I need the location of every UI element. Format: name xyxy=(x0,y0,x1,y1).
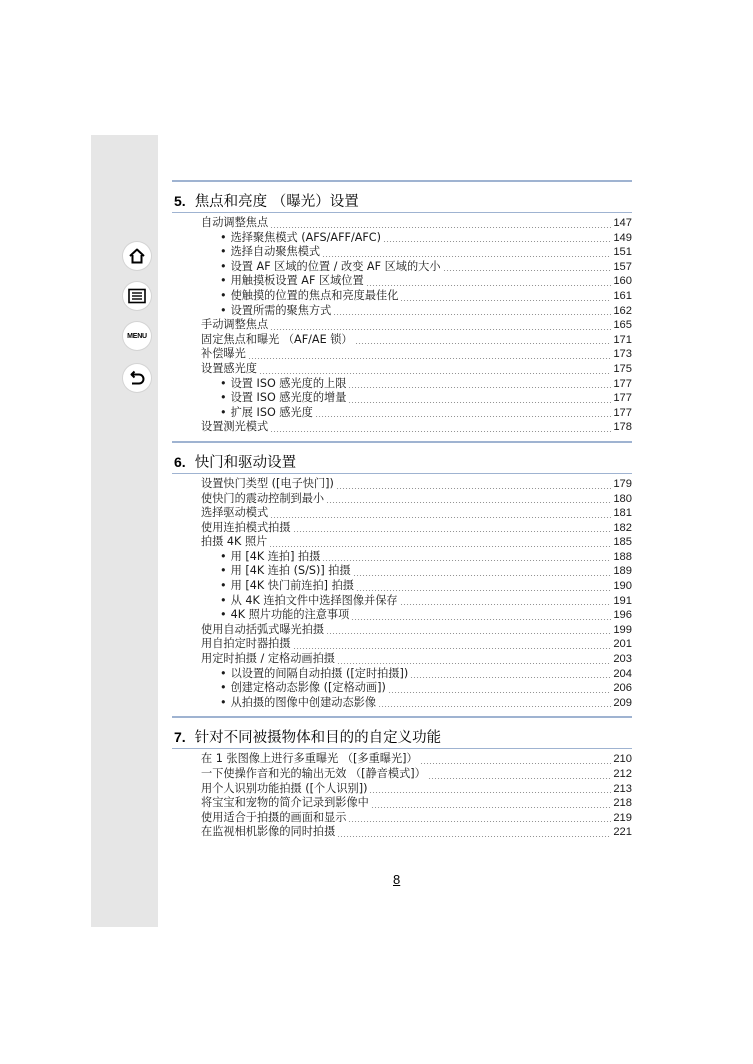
toc-entry-title: 使用适合于拍摄的画面和显示 xyxy=(201,810,347,824)
toc-entry-title: 从 4K 连拍文件中选择图像并保存 xyxy=(230,593,398,607)
section-underline xyxy=(172,212,632,213)
toc-subentry[interactable] xyxy=(201,274,632,289)
dot-leader xyxy=(336,488,611,489)
dot-leader xyxy=(428,778,611,779)
toc-entry-page: 191 xyxy=(613,594,632,607)
toc-subentry[interactable] xyxy=(201,608,632,623)
menu-button[interactable] xyxy=(123,322,151,350)
toc-entry-title: 使用自动括弧式曝光拍摄 xyxy=(201,622,325,636)
toc-entry[interactable] xyxy=(201,811,632,826)
toc-entry-title: 使用连拍模式拍摄 xyxy=(201,520,291,534)
toc-entry-title: 设置感光度 xyxy=(201,361,257,375)
toc-entry-page: 189 xyxy=(613,565,632,578)
toc-subentry[interactable] xyxy=(201,245,632,260)
toc-entry-title: 设置所需的聚焦方式 xyxy=(230,303,332,317)
toc-entry-page: 178 xyxy=(613,421,632,434)
toc-entry-title: 自动调整焦点 xyxy=(201,216,269,229)
toc-subentry[interactable] xyxy=(201,579,632,594)
toc-entry-title: 固定焦点和曝光 （AF/AE 锁） xyxy=(201,332,353,346)
toc-entry-title: 补偿曝光 xyxy=(201,347,246,361)
toc-entry-title: 用触摸板设置 AF 区域位置 xyxy=(230,274,364,288)
dot-leader xyxy=(333,314,611,315)
bullet-icon: • xyxy=(220,303,227,317)
bullet-icon: • xyxy=(220,608,227,622)
toc-entry-page: 179 xyxy=(613,477,632,490)
bullet-icon: • xyxy=(220,376,227,390)
dot-leader xyxy=(410,677,611,678)
dot-leader xyxy=(259,373,611,374)
toc-subentry[interactable] xyxy=(201,289,632,304)
toc-entry-title: 设置测光模式 xyxy=(201,420,269,434)
toc-entry[interactable] xyxy=(201,521,632,536)
toc-entry-title: 手动调整焦点 xyxy=(201,318,269,332)
dot-leader xyxy=(351,619,611,620)
toc-entry-page: 196 xyxy=(613,609,632,622)
dot-leader xyxy=(293,531,612,532)
bullet-icon: • xyxy=(220,564,227,578)
toc-subentry[interactable] xyxy=(201,406,632,421)
toc-entry-title: 选择驱动模式 xyxy=(201,506,269,520)
section-title-text: 快门和驱动设置 xyxy=(194,454,297,471)
bullet-icon: • xyxy=(220,288,227,302)
toc-entry[interactable] xyxy=(201,767,632,782)
bullet-icon: • xyxy=(220,259,227,273)
toc-entry-page: 221 xyxy=(613,826,632,839)
bullet-icon: • xyxy=(220,666,227,680)
dot-leader xyxy=(355,343,612,344)
toc-entry-page: 204 xyxy=(613,667,632,680)
dot-leader xyxy=(315,416,611,417)
dot-leader xyxy=(420,763,612,764)
toc-entry[interactable] xyxy=(201,796,632,811)
bullet-icon: • xyxy=(220,579,227,593)
dot-leader xyxy=(293,648,612,649)
dot-leader xyxy=(326,502,611,503)
toc-entry-title: 在监视相机影像的同时拍摄 xyxy=(201,825,336,839)
toc-entry[interactable] xyxy=(201,347,632,362)
toc-entry[interactable] xyxy=(201,752,632,767)
section-header xyxy=(172,180,632,216)
bullet-icon: • xyxy=(220,274,227,288)
toc-entry-title: 使快门的震动控制到最小 xyxy=(201,491,325,505)
section-underline xyxy=(172,473,632,474)
dot-leader xyxy=(322,256,611,257)
contents-list-button[interactable] xyxy=(123,282,151,310)
bullet-icon: • xyxy=(220,391,227,405)
toc-entry-title: 用 [4K 连拍 (S/S)] 拍摄 xyxy=(230,564,351,578)
back-button[interactable] xyxy=(123,364,151,392)
menu-icon: MENU xyxy=(127,332,147,340)
toc-entry-title: 以设置的间隔自动拍摄 ([定时拍摄]) xyxy=(230,666,409,680)
dot-leader xyxy=(270,227,611,228)
section-divider xyxy=(172,180,632,182)
dot-leader xyxy=(270,431,611,432)
section-number: 6. xyxy=(174,453,186,470)
home-button[interactable] xyxy=(123,242,151,270)
toc-entry-page: 177 xyxy=(613,392,632,405)
dot-leader xyxy=(353,575,612,576)
toc-subentry[interactable] xyxy=(201,564,632,579)
toc-entry[interactable] xyxy=(201,333,632,348)
toc-entry-page: 147 xyxy=(613,217,632,229)
toc-entry-title: 选择自动聚焦模式 xyxy=(230,245,321,259)
toc-entry-page: 171 xyxy=(613,333,632,346)
toc-entry-page: 213 xyxy=(613,782,632,795)
section-title xyxy=(174,190,359,211)
toc-entry-title: 将宝宝和宠物的简介记录到影像中 xyxy=(201,796,369,810)
dot-leader xyxy=(378,706,611,707)
toc-entry-page: 188 xyxy=(613,550,632,563)
toc-entry-page: 182 xyxy=(613,521,632,534)
toc-entry-page: 206 xyxy=(613,682,632,695)
toc-entry-title: 一下使操作音和光的输出无效 （[静音模式]） xyxy=(201,767,426,780)
section-underline xyxy=(172,748,632,749)
section-title xyxy=(174,726,441,747)
toc-entry[interactable] xyxy=(201,318,632,333)
toc-entry-page: 173 xyxy=(613,348,632,361)
toc-entry[interactable] xyxy=(201,506,632,521)
toc-entry-page: 151 xyxy=(613,246,632,259)
dot-leader xyxy=(348,402,611,403)
toc-entry-page: 180 xyxy=(613,492,632,505)
toc-subentry[interactable] xyxy=(201,231,632,246)
toc-subentry[interactable] xyxy=(201,260,632,275)
toc-entry-page: 219 xyxy=(613,811,632,824)
section-title-text: 焦点和亮度 （曝光）设置 xyxy=(194,194,359,210)
toc-entry-page: 162 xyxy=(613,304,632,317)
toc-subentry[interactable] xyxy=(201,594,632,609)
toc-entry-title: 设置 ISO 感光度的增量 xyxy=(230,391,347,405)
toc-entry-page: 218 xyxy=(613,797,632,810)
toc-entries xyxy=(172,752,632,840)
toc-entry-page: 175 xyxy=(613,362,632,375)
toc-subentry[interactable] xyxy=(201,667,632,682)
toc-entry-page: 157 xyxy=(613,260,632,273)
list-icon xyxy=(128,288,146,304)
toc-subentry[interactable] xyxy=(201,696,632,711)
dot-leader xyxy=(322,560,611,561)
dot-leader xyxy=(270,329,611,330)
toc-entry-title: 设置快门类型 ([电子快门]) xyxy=(201,476,334,490)
toc-entry-page: 160 xyxy=(613,275,632,288)
dot-leader xyxy=(248,358,612,359)
toc-entry-page: 209 xyxy=(613,696,632,709)
back-icon xyxy=(128,369,146,387)
toc-entry-page: 190 xyxy=(613,580,632,593)
toc-entry-title: 设置 ISO 感光度的上限 xyxy=(230,376,347,390)
table-of-contents xyxy=(172,180,632,840)
toc-entry-title: 扩展 ISO 感光度 xyxy=(230,405,313,419)
toc-entry[interactable] xyxy=(201,535,632,550)
bullet-icon: • xyxy=(220,245,227,259)
section-header xyxy=(172,441,632,477)
dot-leader xyxy=(337,663,611,664)
dot-leader xyxy=(348,387,611,388)
toc-entry-page: 199 xyxy=(613,623,632,636)
dot-leader xyxy=(388,692,611,693)
toc-subentry[interactable] xyxy=(201,304,632,319)
toc-entry-page: 165 xyxy=(613,319,632,332)
section-divider xyxy=(172,441,632,443)
toc-entry-title: 在 1 张图像上进行多重曝光 （[多重曝光]） xyxy=(201,752,418,766)
section-number: 7. xyxy=(174,729,186,746)
toc-entry-title: 用自拍定时器拍摄 xyxy=(201,637,291,651)
bullet-icon: • xyxy=(220,549,227,563)
dot-leader xyxy=(337,836,611,837)
toc-entry[interactable] xyxy=(201,637,632,652)
dot-leader xyxy=(400,604,612,605)
toc-entry-page: 177 xyxy=(613,406,632,419)
toc-entry-title: 用 [4K 连拍] 拍摄 xyxy=(230,549,321,563)
section-title-text: 针对不同被摄物体和目的的自定义功能 xyxy=(194,730,442,747)
toc-entry-title: 拍摄 4K 照片 xyxy=(201,535,268,549)
toc-entry-title: 使触摸的位置的焦点和亮度最佳化 xyxy=(230,288,399,302)
toc-entry[interactable] xyxy=(201,492,632,507)
dot-leader xyxy=(269,546,611,547)
toc-entry-title: 用个人识别功能拍摄 ([个人识别]) xyxy=(201,781,368,795)
toc-subentry[interactable] xyxy=(201,377,632,392)
toc-entry[interactable] xyxy=(201,652,632,667)
dot-leader xyxy=(369,792,611,793)
dot-leader xyxy=(348,821,611,822)
section-divider xyxy=(172,716,632,718)
toc-entries xyxy=(172,216,632,435)
section-title xyxy=(174,451,296,472)
bullet-icon: • xyxy=(220,593,227,607)
page-number: 8 xyxy=(393,872,401,887)
toc-entry-page: 212 xyxy=(613,768,632,780)
toc-entry-page: 201 xyxy=(613,638,632,651)
toc-entry-title: 设置 AF 区域的位置 / 改变 AF 区域的大小 xyxy=(230,259,441,273)
toc-entry-page: 177 xyxy=(613,377,632,390)
toc-subentry[interactable] xyxy=(201,681,632,696)
toc-entry-page: 210 xyxy=(613,753,632,766)
toc-entries xyxy=(172,477,632,711)
toc-entry[interactable] xyxy=(201,477,632,492)
toc-entry[interactable] xyxy=(201,216,632,231)
section-number: 5. xyxy=(174,193,186,209)
toc-entry[interactable] xyxy=(201,420,632,435)
dot-leader xyxy=(356,590,611,591)
dot-leader xyxy=(400,300,611,301)
toc-entry[interactable] xyxy=(201,623,632,638)
dot-leader xyxy=(270,517,611,518)
bullet-icon: • xyxy=(220,405,227,419)
bullet-icon: • xyxy=(220,681,227,695)
toc-entry-page: 161 xyxy=(613,289,632,302)
toc-entry[interactable] xyxy=(201,782,632,797)
toc-entry-title: 创建定格动态影像 ([定格动画]) xyxy=(230,681,386,695)
dot-leader xyxy=(326,633,611,634)
toc-entry-title: 选择聚焦模式 (AFS/AFF/AFC) xyxy=(230,230,381,244)
bullet-icon: • xyxy=(220,695,227,709)
toc-entry[interactable] xyxy=(201,362,632,377)
toc-entry-title: 4K 照片功能的注意事项 xyxy=(230,608,350,622)
bullet-icon: • xyxy=(220,230,227,244)
toc-entry-page: 181 xyxy=(613,507,632,520)
toc-entry-title: 从拍摄的图像中创建动态影像 xyxy=(230,695,377,709)
toc-entry-title: 用 [4K 快门前连拍] 拍摄 xyxy=(230,579,354,593)
toc-entry[interactable] xyxy=(201,825,632,840)
toc-subentry[interactable] xyxy=(201,550,632,565)
dot-leader xyxy=(383,241,611,242)
toc-entry-page: 149 xyxy=(613,231,632,244)
toc-entry-page: 203 xyxy=(613,653,632,666)
toc-entry-title: 用定时拍摄 / 定格动画拍摄 xyxy=(201,652,335,666)
section-header xyxy=(172,716,632,752)
dot-leader xyxy=(366,285,612,286)
home-icon xyxy=(128,247,146,265)
dot-leader xyxy=(371,807,612,808)
dot-leader xyxy=(443,270,612,271)
toc-entry-page: 185 xyxy=(613,536,632,549)
toc-subentry[interactable] xyxy=(201,391,632,406)
